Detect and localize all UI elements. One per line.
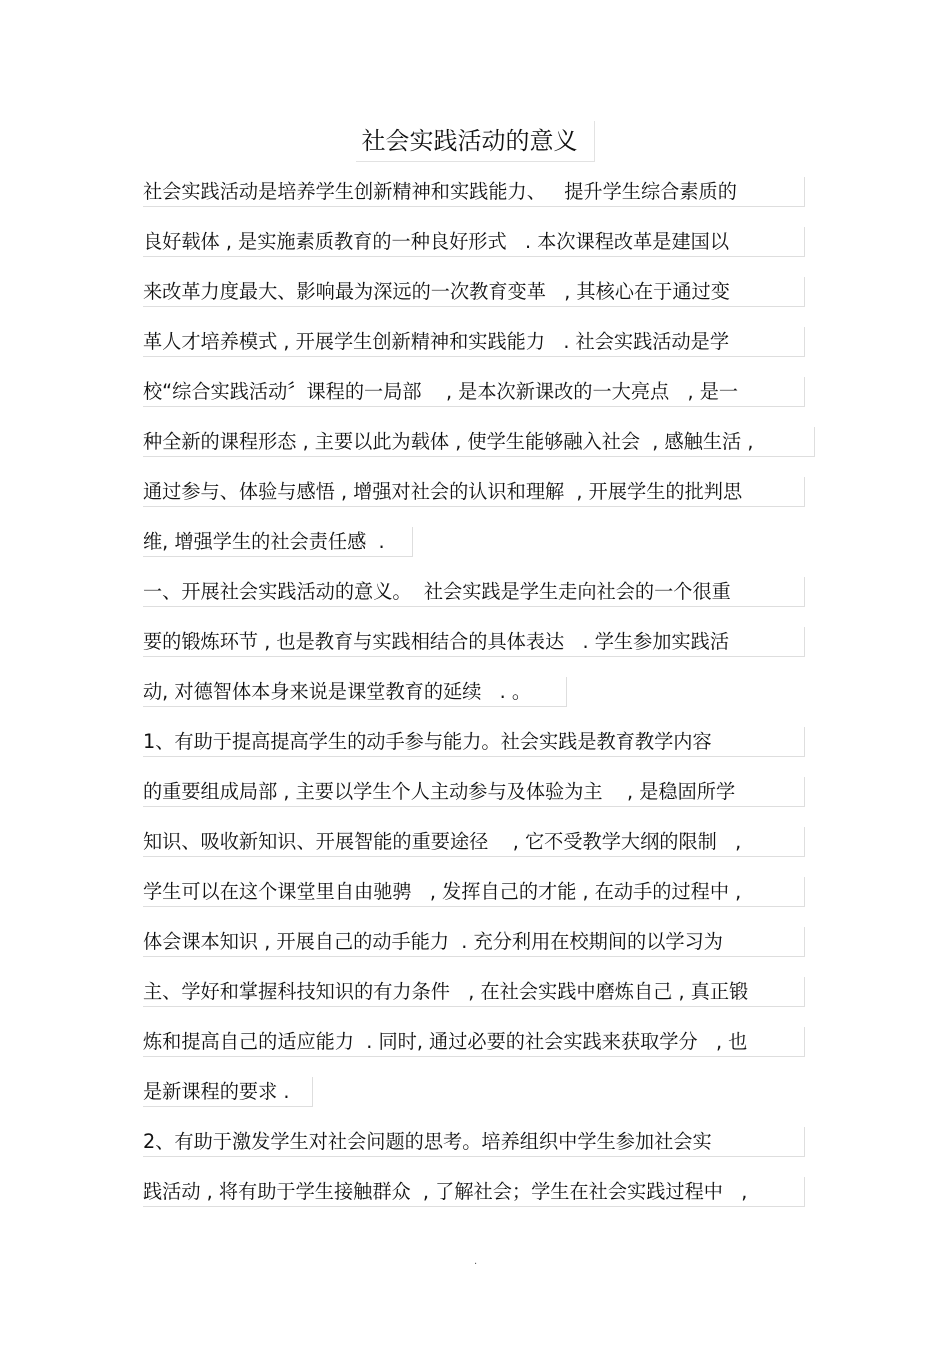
text-line: 炼和提高自己的适应能力 . 同时, 通过必要的社会实践来获取学分 , 也 bbox=[143, 1027, 805, 1057]
title-text: 社会实践活动的意义 bbox=[356, 121, 595, 162]
text-line: 动, 对德智体本身来说是课堂教育的延续 . 。 bbox=[143, 677, 567, 707]
text-line: 主、学好和掌握科技知识的有力条件 , 在社会实践中磨炼自己 , 真正锻 bbox=[143, 977, 805, 1007]
document-title bbox=[0, 121, 950, 162]
text-line: 学生可以在这个课堂里自由驰骋 , 发挥自己的才能 , 在动手的过程中 , bbox=[143, 877, 805, 907]
text-line: 种全新的课程形态 , 主要以此为载体 , 使学生能够融入社会 , 感触生活 , bbox=[143, 427, 815, 457]
text-line: 是新课程的要求 . bbox=[143, 1077, 313, 1107]
text-line: 社会实践活动是培养学生创新精神和实践能力、 提升学生综合素质的 bbox=[143, 177, 805, 207]
text-line: 来改革力度最大、影响最为深远的一次教育变革 , 其核心在于通过变 bbox=[143, 277, 805, 307]
text-line: 知识、吸收新知识、开展智能的重要途径 , 它不受教学大纲的限制 , bbox=[143, 827, 805, 857]
text-line: 体会课本知识 , 开展自己的动手能力 . 充分利用在校期间的以学习为 bbox=[143, 927, 805, 957]
text-line: 通过参与、体验与感悟 , 增强对社会的认识和理解 , 开展学生的批判思 bbox=[143, 477, 805, 507]
subsection-line: 2、有助于激发学生对社会问题的思考。培养组织中学生参加社会实 bbox=[143, 1127, 805, 1157]
section-heading-line: 一、开展社会实践活动的意义。 社会实践是学生走向社会的一个很重 bbox=[143, 577, 805, 607]
footer-mark: . bbox=[474, 1256, 478, 1267]
text-line: 要的锻炼环节 , 也是教育与实践相结合的具体表达 . 学生参加实践活 bbox=[143, 627, 805, 657]
text-line: 革人才培养模式 , 开展学生创新精神和实践能力 . 社会实践活动是学 bbox=[143, 327, 805, 357]
text-line: 维, 增强学生的社会责任感 . bbox=[143, 527, 413, 557]
text-line: 的重要组成局部 , 主要以学生个人主动参与及体验为主 , 是稳固所学 bbox=[143, 777, 805, 807]
text-line: 良好载体 , 是实施素质教育的一种良好形式 . 本次课程改革是建国以 bbox=[143, 227, 805, 257]
text-line: 校“综合实践活动〞课程的一局部 , 是本次新课改的一大亮点 , 是一 bbox=[143, 377, 805, 407]
subsection-line: 1、有助于提高提高学生的动手参与能力。社会实践是教育教学内容 bbox=[143, 727, 805, 757]
text-line: 践活动 , 将有助于学生接触群众 , 了解社会；学生在社会实践过程中 , bbox=[143, 1177, 805, 1207]
